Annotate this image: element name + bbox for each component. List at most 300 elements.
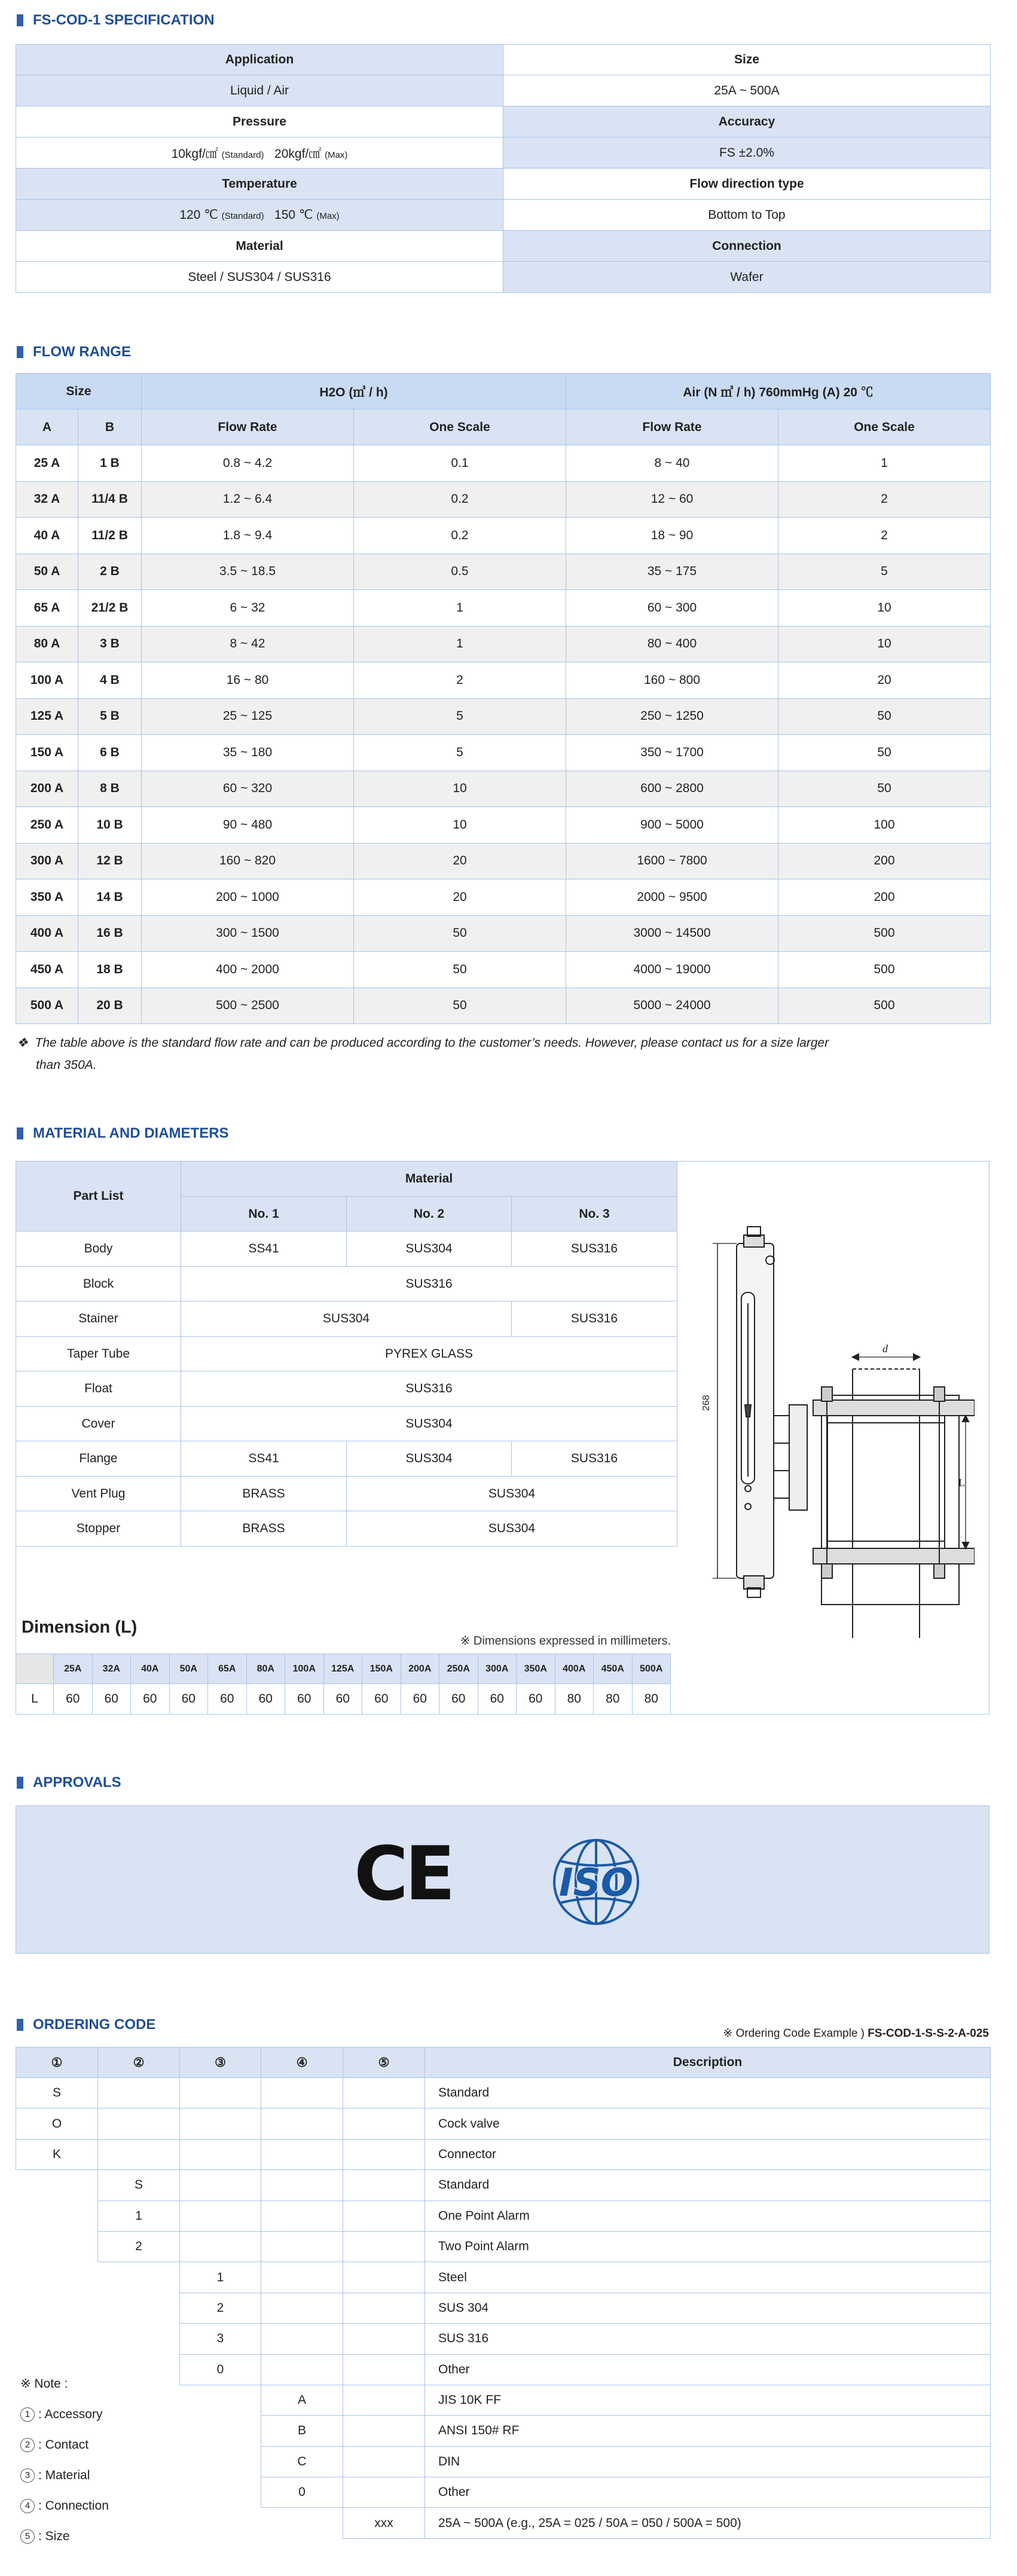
material-row-flange [16, 1441, 677, 1477]
spec-value-temperature [16, 200, 503, 231]
air-flow-rate: 5000 ~ 24000 [566, 988, 778, 1024]
h2o-flow-rate: 8 ~ 42 [142, 626, 354, 662]
material-no2: SUS304 [347, 1232, 512, 1267]
size-b: 5 B [78, 698, 142, 735]
ordering-title-text: ORDERING CODE [33, 2016, 156, 2033]
legend-item [20, 2460, 109, 2491]
ordering-code: S [98, 2170, 180, 2201]
air-one-scale: 1 [778, 445, 991, 482]
dimension-size-head: 40A [131, 1654, 170, 1684]
dimension-size-head: 65A [208, 1654, 247, 1684]
ordering-col-head: ② [98, 2048, 180, 2078]
flow-row [16, 626, 991, 662]
flow-row [16, 771, 991, 807]
temperature-max-tag: (Max) [316, 211, 340, 221]
ordering-empty-cell [180, 2109, 261, 2139]
air-one-scale: 2 [778, 481, 991, 518]
ordering-empty-cell [343, 2354, 425, 2385]
ordering-empty-cell [180, 2078, 261, 2109]
dimension-value: 60 [54, 1684, 93, 1715]
flow-row [16, 481, 991, 518]
ordering-code: C [261, 2446, 343, 2477]
ordering-empty-cell [343, 2201, 425, 2231]
size-a: 80 A [16, 626, 78, 662]
size-b: 14 B [78, 879, 142, 916]
h2o-flow-rate: 1.2 ~ 6.4 [142, 481, 354, 518]
flow-head-h2o-scale: One Scale [354, 410, 566, 445]
dimension-value: 60 [323, 1684, 362, 1715]
air-one-scale: 10 [778, 590, 991, 627]
material-head-no3: No. 3 [512, 1197, 677, 1232]
ordering-empty-cell [98, 2293, 180, 2323]
h2o-one-scale: 0.5 [354, 554, 566, 590]
h2o-one-scale: 2 [354, 662, 566, 699]
ordering-empty-cell [98, 2416, 180, 2446]
material-no1: SS41 [181, 1232, 347, 1267]
h2o-flow-rate: 16 ~ 80 [142, 662, 354, 699]
material-row-vent-plug [16, 1477, 677, 1511]
ordering-description: Other [425, 2354, 991, 2385]
air-flow-rate: 600 ~ 2800 [566, 771, 778, 807]
air-one-scale: 10 [778, 626, 991, 662]
ordering-empty-cell [261, 2508, 343, 2538]
ordering-empty-cell [16, 2201, 98, 2231]
dimension-size-head: 100A [285, 1654, 324, 1684]
ordering-empty-cell [261, 2109, 343, 2139]
material-no2-no3: SUS304 [347, 1477, 677, 1511]
iso-logo-text: ISO [558, 1861, 634, 1905]
legend-text: : Contact [38, 2437, 89, 2452]
approvals-section-title [17, 1771, 121, 1795]
ordering-empty-cell [98, 2446, 180, 2477]
ordering-empty-cell [343, 2109, 425, 2139]
ordering-empty-cell [98, 2508, 180, 2538]
ordering-col-head: ① [16, 2048, 98, 2078]
material-row-block [16, 1267, 677, 1301]
ordering-description: Two Point Alarm [425, 2231, 991, 2262]
h2o-flow-rate: 160 ~ 820 [142, 843, 354, 879]
flow-head-h2o-rate: Flow Rate [142, 410, 354, 445]
dimension-value: 60 [439, 1684, 478, 1715]
ordering-description: 25A ~ 500A (e.g., 25A = 025 / 50A = 050 / 500A = 500) [425, 2508, 991, 2538]
ordering-code: 3 [180, 2324, 261, 2354]
flow-note [17, 1032, 829, 1076]
ordering-empty-cell [180, 2508, 261, 2538]
ordering-code: 0 [180, 2354, 261, 2385]
ordering-empty-cell [261, 2293, 343, 2323]
h2o-one-scale: 1 [354, 590, 566, 627]
ordering-row [16, 2201, 991, 2231]
ordering-empty-cell [343, 2170, 425, 2201]
ordering-empty-cell [16, 2293, 98, 2323]
ordering-row [16, 2416, 991, 2446]
spec-value-material: Steel / SUS304 / SUS316 [16, 262, 503, 293]
dimension-size-head: 125A [323, 1654, 362, 1684]
ordering-description: Steel [425, 2262, 991, 2293]
size-a: 50 A [16, 554, 78, 590]
spec-value-flow-direction: Bottom to Top [503, 200, 991, 231]
h2o-one-scale: 0.2 [354, 481, 566, 518]
ordering-empty-cell [98, 2385, 180, 2415]
material-all: PYREX GLASS [181, 1337, 677, 1371]
material-row-cover [16, 1407, 677, 1441]
air-one-scale: 500 [778, 915, 991, 952]
material-no1: SS41 [181, 1441, 347, 1477]
size-b: 2 B [78, 554, 142, 590]
section-marker [17, 346, 23, 358]
dimension-size-head: 400A [555, 1654, 594, 1684]
ordering-code: 1 [98, 2201, 180, 2231]
part-name: Body [16, 1232, 181, 1267]
ordering-row [16, 2385, 991, 2415]
section-marker [17, 2019, 23, 2031]
dimension-value: 60 [92, 1684, 131, 1715]
size-a: 350 A [16, 879, 78, 916]
air-one-scale: 500 [778, 952, 991, 988]
temperature-standard-value: 120 ℃ [179, 208, 218, 222]
dimension-value: 60 [285, 1684, 324, 1715]
ordering-empty-cell [343, 2385, 425, 2415]
spec-label-material: Material [16, 231, 503, 262]
material-head-material: Material [181, 1162, 677, 1197]
flow-row [16, 518, 991, 554]
dimension-size-head: 500A [632, 1654, 671, 1684]
size-a: 200 A [16, 771, 78, 807]
material-title-text: MATERIAL AND DIAMETERS [33, 1125, 229, 1141]
dimension-value: 80 [555, 1684, 594, 1715]
ordering-empty-cell [180, 2170, 261, 2201]
ordering-row [16, 2231, 991, 2262]
size-b: 21/2 B [78, 590, 142, 627]
spec-table [16, 44, 991, 293]
h2o-one-scale: 20 [354, 879, 566, 916]
material-head-no1: No. 1 [181, 1197, 347, 1232]
legend-item [20, 2430, 109, 2460]
part-name: Cover [16, 1407, 181, 1441]
air-one-scale: 500 [778, 988, 991, 1024]
flow-row [16, 915, 991, 952]
section-marker [17, 1777, 23, 1789]
air-flow-rate: 160 ~ 800 [566, 662, 778, 699]
ordering-col-head: ③ [180, 2048, 261, 2078]
ordering-empty-cell [261, 2078, 343, 2109]
flow-row [16, 590, 991, 627]
h2o-one-scale: 0.2 [354, 518, 566, 554]
ordering-description: Other [425, 2477, 991, 2508]
dimension-value: 60 [478, 1684, 517, 1715]
ordering-row [16, 2446, 991, 2477]
material-all: SUS316 [181, 1371, 677, 1407]
flow-row [16, 843, 991, 879]
flow-row [16, 735, 991, 771]
dimension-size-head: 200A [401, 1654, 439, 1684]
ordering-legend-items [20, 2399, 109, 2551]
ordering-code: B [261, 2416, 343, 2446]
h2o-flow-rate: 90 ~ 480 [142, 807, 354, 844]
part-name: Vent Plug [16, 1477, 181, 1511]
ordering-empty-cell [343, 2477, 425, 2508]
ordering-empty-cell [98, 2078, 180, 2109]
dimension-value: 60 [131, 1684, 170, 1715]
ordering-code: 2 [98, 2231, 180, 2262]
ordering-empty-cell [98, 2109, 180, 2139]
part-name: Stainer [16, 1301, 181, 1337]
temperature-max-value: 150 ℃ [274, 208, 313, 222]
dimension-value: 60 [362, 1684, 401, 1715]
dimension-size-head: 80A [246, 1654, 285, 1684]
ordering-description: SUS 304 [425, 2293, 991, 2323]
ordering-empty-cell [180, 2416, 261, 2446]
size-a: 32 A [16, 481, 78, 518]
ce-logo: CE [354, 1831, 452, 1917]
air-flow-rate: 60 ~ 300 [566, 590, 778, 627]
material-row-stopper [16, 1511, 677, 1547]
ordering-example-prefix: ※ Ordering Code Example ) [723, 2027, 865, 2040]
ordering-row [16, 2293, 991, 2323]
ordering-description: SUS 316 [425, 2324, 991, 2354]
air-flow-rate: 35 ~ 175 [566, 554, 778, 590]
dimension-size-head: 150A [362, 1654, 401, 1684]
legend-text: : Accessory [38, 2407, 103, 2421]
dimension-size-head: 50A [169, 1654, 208, 1684]
legend-number: 1 [20, 2407, 35, 2422]
ordering-empty-cell [180, 2139, 261, 2169]
h2o-flow-rate: 6 ~ 32 [142, 590, 354, 627]
material-all: SUS316 [181, 1267, 677, 1301]
material-no2: SUS304 [347, 1441, 512, 1477]
dimension-value: 60 [169, 1684, 208, 1715]
air-flow-rate: 900 ~ 5000 [566, 807, 778, 844]
legend-item [20, 2399, 109, 2430]
size-a: 125 A [16, 698, 78, 735]
ordering-code: S [16, 2078, 98, 2109]
h2o-flow-rate: 0.8 ~ 4.2 [142, 445, 354, 482]
air-one-scale: 50 [778, 735, 991, 771]
material-no3: SUS316 [512, 1301, 677, 1337]
h2o-one-scale: 1 [354, 626, 566, 662]
air-flow-rate: 18 ~ 90 [566, 518, 778, 554]
ordering-empty-cell [180, 2385, 261, 2415]
ordering-code: O [16, 2109, 98, 2139]
material-table [16, 1161, 677, 1547]
flow-row [16, 698, 991, 735]
h2o-flow-rate: 200 ~ 1000 [142, 879, 354, 916]
dimension-value: 60 [246, 1684, 285, 1715]
spec-label-connection: Connection [503, 231, 991, 262]
ordering-code: A [261, 2385, 343, 2415]
ordering-description: JIS 10K FF [425, 2385, 991, 2415]
ordering-empty-cell [343, 2416, 425, 2446]
legend-number: 2 [20, 2438, 35, 2452]
legend-text: : Material [38, 2468, 90, 2482]
size-a: 300 A [16, 843, 78, 879]
part-name: Block [16, 1267, 181, 1301]
material-row-body [16, 1232, 677, 1267]
air-flow-rate: 4000 ~ 19000 [566, 952, 778, 988]
section-marker [17, 1127, 23, 1139]
note-symbol: ❖ [17, 1036, 28, 1050]
air-flow-rate: 8 ~ 40 [566, 445, 778, 482]
ordering-empty-cell [343, 2078, 425, 2109]
dimension-size-head: 250A [439, 1654, 478, 1684]
legend-number: 3 [20, 2468, 35, 2483]
spec-value-size: 25A ~ 500A [503, 75, 991, 106]
ordering-empty-cell [343, 2293, 425, 2323]
air-one-scale: 2 [778, 518, 991, 554]
legend-text: : Connection [38, 2498, 109, 2513]
dimension-title: Dimension (L) [22, 1618, 138, 1637]
size-b: 12 B [78, 843, 142, 879]
ordering-description: DIN [425, 2446, 991, 2477]
air-one-scale: 20 [778, 662, 991, 699]
spec-value-pressure [16, 137, 503, 169]
flow-note-line1: The table above is the standard flow rate and can be produced according to the customer’s needs. However, please contact us for a size larger [35, 1036, 829, 1050]
flowmeter-drawing [694, 1226, 975, 1638]
flow-head-air-scale: One Scale [778, 410, 991, 445]
legend-text: : Size [38, 2529, 70, 2543]
ordering-empty-cell [98, 2477, 180, 2508]
material-no3: SUS316 [512, 1232, 677, 1267]
spec-title-text: FS-COD-1 SPECIFICATION [33, 12, 215, 28]
h2o-one-scale: 50 [354, 988, 566, 1024]
ordering-empty-cell [16, 2262, 98, 2293]
spec-label-application: Application [16, 45, 503, 75]
flow-row [16, 445, 991, 482]
flow-row [16, 952, 991, 988]
section-marker [17, 14, 23, 26]
temperature-standard-tag: (Standard) [221, 211, 264, 221]
drawing-height-label: 268 [701, 1395, 711, 1411]
iso-logo [542, 1837, 650, 1927]
material-no3: SUS316 [512, 1441, 677, 1477]
material-section-title [17, 1122, 229, 1145]
ordering-empty-cell [343, 2446, 425, 2477]
size-b: 20 B [78, 988, 142, 1024]
flow-head-air-rate: Flow Rate [566, 410, 778, 445]
h2o-one-scale: 10 [354, 771, 566, 807]
material-row-taper-tube [16, 1337, 677, 1371]
ordering-row [16, 2170, 991, 2201]
air-flow-rate: 2000 ~ 9500 [566, 879, 778, 916]
h2o-one-scale: 5 [354, 698, 566, 735]
dimension-size-head: 350A [517, 1654, 555, 1684]
size-a: 25 A [16, 445, 78, 482]
ordering-section-title [17, 2013, 155, 2037]
ordering-table [16, 2047, 991, 2539]
flow-head-size: Size [16, 374, 142, 410]
ordering-code: 2 [180, 2293, 261, 2323]
ordering-col-head: ⑤ [343, 2048, 425, 2078]
size-b: 4 B [78, 662, 142, 699]
h2o-one-scale: 10 [354, 807, 566, 844]
size-b: 11/4 B [78, 481, 142, 518]
pressure-standard-value: 10kgf/㎠ [171, 146, 218, 161]
size-b: 16 B [78, 915, 142, 952]
size-b: 3 B [78, 626, 142, 662]
ordering-empty-cell [180, 2446, 261, 2477]
ordering-row [16, 2139, 991, 2169]
air-one-scale: 50 [778, 771, 991, 807]
h2o-flow-rate: 1.8 ~ 9.4 [142, 518, 354, 554]
ordering-empty-cell [16, 2170, 98, 2201]
ordering-note-title: ※ Note : [20, 2377, 68, 2391]
ordering-empty-cell [343, 2324, 425, 2354]
spec-label-flow-direction: Flow direction type [503, 169, 991, 200]
legend-item [20, 2491, 109, 2521]
air-flow-rate: 1600 ~ 7800 [566, 843, 778, 879]
ordering-empty-cell [98, 2262, 180, 2293]
h2o-one-scale: 50 [354, 915, 566, 952]
pressure-max-value: 20kgf/㎠ [274, 146, 322, 161]
air-flow-rate: 350 ~ 1700 [566, 735, 778, 771]
spec-label-accuracy: Accuracy [503, 106, 991, 137]
spec-label-pressure: Pressure [16, 106, 503, 137]
size-b: 18 B [78, 952, 142, 988]
ordering-empty-cell [261, 2324, 343, 2354]
flow-row [16, 988, 991, 1024]
dimension-value: 60 [401, 1684, 439, 1715]
size-a: 500 A [16, 988, 78, 1024]
dimension-row-label: L [16, 1684, 54, 1715]
material-no1: BRASS [181, 1511, 347, 1547]
pressure-standard-tag: (Standard) [221, 149, 264, 160]
spec-value-application: Liquid / Air [16, 75, 503, 106]
ordering-empty-cell [98, 2324, 180, 2354]
flow-note-line2: than 350A. [36, 1058, 97, 1072]
ordering-empty-cell [98, 2139, 180, 2169]
ordering-description: Connector [425, 2139, 991, 2169]
size-b: 8 B [78, 771, 142, 807]
material-row-stainer [16, 1301, 677, 1337]
flow-row [16, 662, 991, 699]
dimension-size-head: 25A [54, 1654, 93, 1684]
ordering-empty-cell [261, 2354, 343, 2385]
ordering-empty-cell [343, 2262, 425, 2293]
size-a: 400 A [16, 915, 78, 952]
flow-row [16, 879, 991, 916]
air-one-scale: 5 [778, 554, 991, 590]
spec-value-connection: Wafer [503, 262, 991, 293]
air-one-scale: 50 [778, 698, 991, 735]
ordering-code: K [16, 2139, 98, 2169]
dimension-table [16, 1654, 671, 1715]
dimension-value: 60 [517, 1684, 555, 1715]
dimension-value: 80 [594, 1684, 633, 1715]
ordering-description: Cock valve [425, 2109, 991, 2139]
h2o-one-scale: 50 [354, 952, 566, 988]
spec-value-accuracy: FS ±2.0% [503, 137, 991, 169]
material-head-no2: No. 2 [347, 1197, 512, 1232]
size-b: 1 B [78, 445, 142, 482]
air-flow-rate: 80 ~ 400 [566, 626, 778, 662]
ordering-empty-cell [343, 2139, 425, 2169]
flow-title-text: FLOW RANGE [33, 344, 131, 360]
flow-head-b: B [78, 410, 142, 445]
dimension-note: ※ Dimensions expressed in millimeters. [460, 1634, 671, 1648]
dimension-size-head: 32A [92, 1654, 131, 1684]
part-name: Stopper [16, 1511, 181, 1547]
ordering-code: 0 [261, 2477, 343, 2508]
ordering-code: xxx [343, 2508, 425, 2538]
flow-range-table [16, 373, 991, 1024]
h2o-flow-rate: 300 ~ 1500 [142, 915, 354, 952]
part-name: Flange [16, 1441, 181, 1477]
size-b: 10 B [78, 807, 142, 844]
ordering-empty-cell [180, 2231, 261, 2262]
approvals-title-text: APPROVALS [33, 1774, 121, 1790]
legend-number: 4 [20, 2499, 35, 2513]
h2o-flow-rate: 400 ~ 2000 [142, 952, 354, 988]
